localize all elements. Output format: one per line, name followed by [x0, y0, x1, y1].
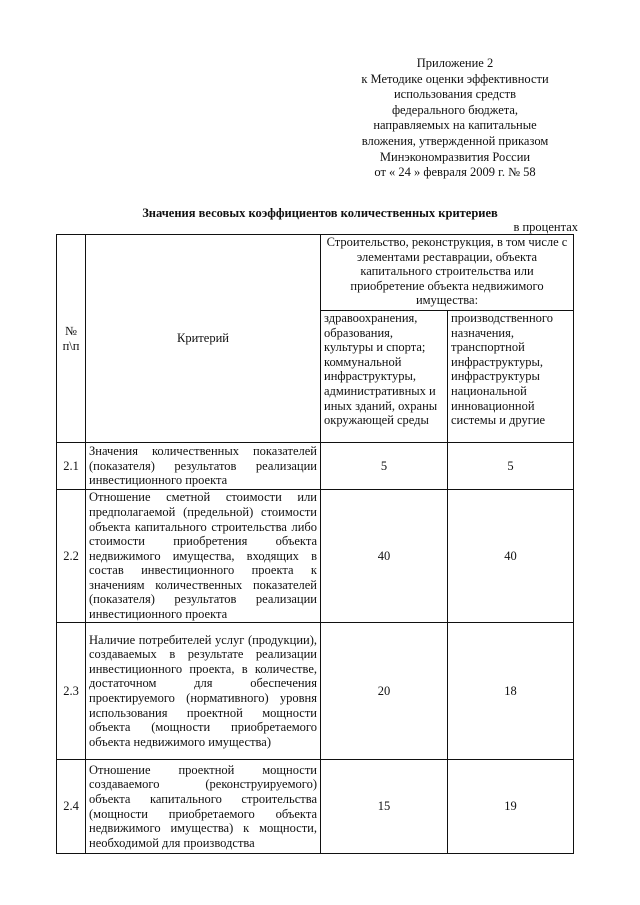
header-group: Строительство, реконструкция, в том числе с элементами реставрации, объекта капитального строительства или приобретение объекта недвижимого имущества:: [321, 235, 574, 311]
row-value-production: 40: [448, 490, 574, 623]
row-number: 2.1: [57, 443, 86, 490]
appendix-line: Приложение 2: [416, 56, 494, 70]
document-title: Значения весовых коэффициентов количественных критериев: [142, 206, 498, 220]
header-col-production: производственного назначения, транспортной инфраструктуры, инфраструктуры национальной инновационной системы и другие: [448, 311, 574, 443]
row-criterion: Отношение проектной мощности создаваемого (реконструируемого) объекта капитального строительства (мощности приобретаемого объекта недвижимого имущества) к мощности, необходимой для производства: [86, 760, 321, 854]
appendix-line: вложения, утвержденной приказом: [361, 133, 549, 148]
row-number: 2.4: [57, 760, 86, 854]
row-value-production: 18: [448, 623, 574, 760]
appendix-line: использования средств: [393, 87, 517, 102]
appendix-line: к Методике оценки эффективности: [361, 71, 549, 86]
row-criterion: Значения количественных показателей (показателя) результатов реализации инвестиционного проекта: [86, 443, 321, 490]
table-row: [57, 490, 574, 623]
row-number: 2.3: [57, 623, 86, 760]
appendix-block: [330, 56, 580, 181]
row-value-production: 19: [448, 760, 574, 854]
row-value-social: 5: [321, 443, 448, 490]
row-value-social: 15: [321, 760, 448, 854]
coefficients-table: [56, 234, 574, 854]
appendix-line: Минэкономразвития России: [379, 149, 531, 164]
header-col-social: здравоохранения, образования, культуры и спорта; коммунальной инфраструктуры, административных и иных зданий, охраны окружающей среды: [321, 311, 448, 443]
row-value-social: 40: [321, 490, 448, 623]
header-criterion: Критерий: [86, 235, 321, 443]
row-criterion: Отношение сметной стоимости или предполагаемой (предельной) стоимости объекта капитального строительства либо стоимости приобретения объекта недвижимого имущества, входящих в состав инвестиционного проекта к значениям количественных показателей (показателя) результатов реализации инвестиционного проекта: [86, 490, 321, 623]
row-number: 2.2: [57, 490, 86, 623]
appendix-line: федерального бюджета,: [391, 102, 519, 117]
table-row: [57, 443, 574, 490]
appendix-line: направляемых на капитальные: [373, 118, 537, 133]
header-number: № п\п: [57, 235, 86, 443]
row-value-production: 5: [448, 443, 574, 490]
table-row: [57, 623, 574, 760]
row-criterion: Наличие потребителей услуг (продукции), создаваемых в результате реализации инвестиционного проекта, в количестве, достаточном для обеспечения проектируемого (нормативного) уровня использования проектной мощности объекта (мощности приобретаемого объекта недвижимого имущества): [86, 623, 321, 760]
table-header-row: [57, 235, 574, 311]
appendix-line: от « 24 » февраля 2009 г. № 58: [374, 165, 536, 180]
row-value-social: 20: [321, 623, 448, 760]
table-row: [57, 760, 574, 854]
units-label: в процентах: [513, 220, 578, 234]
